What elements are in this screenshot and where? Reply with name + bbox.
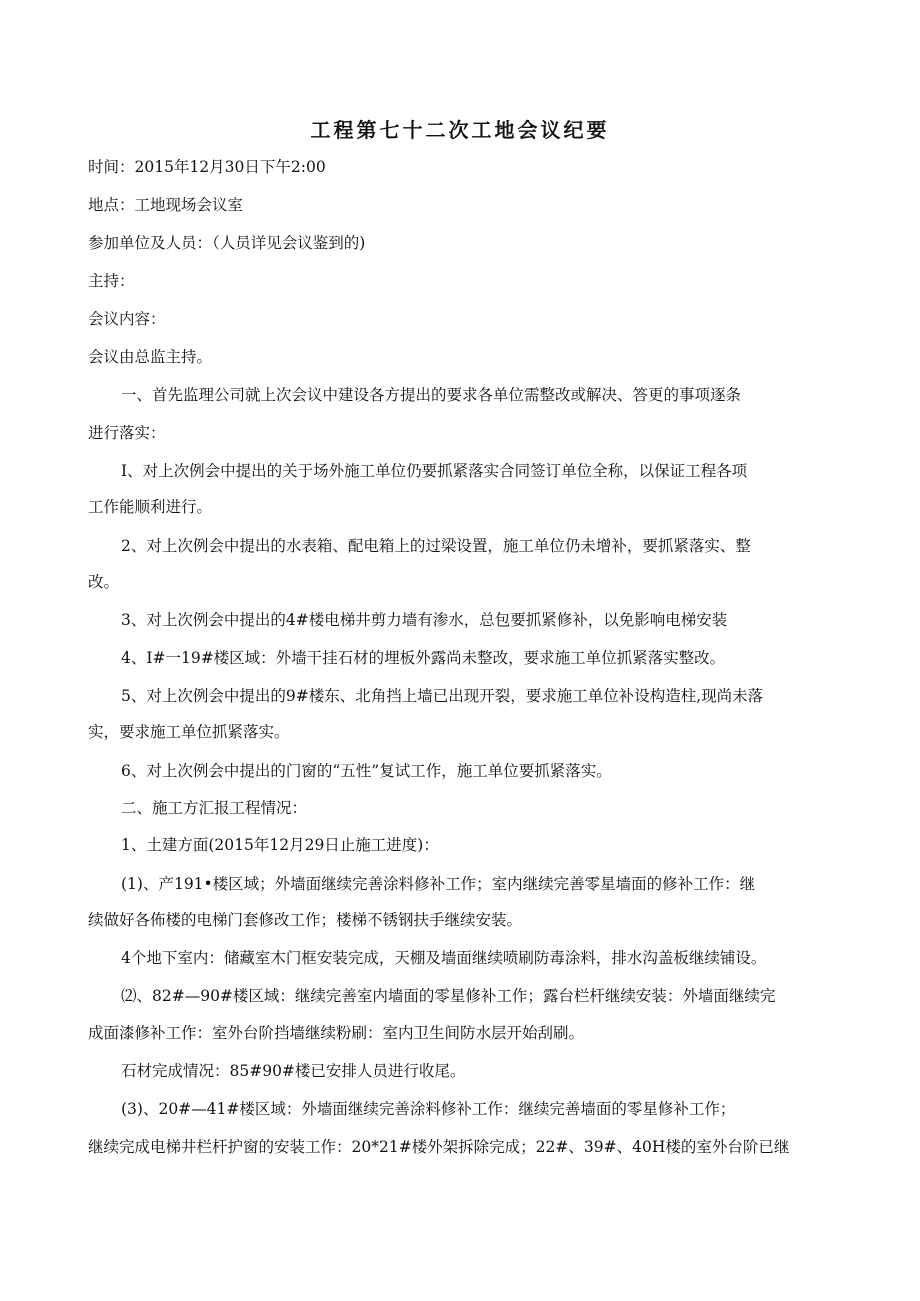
- list-item-line: (3)、20#—41#楼区域：外墙面继续完善涂料修补工作：继续完善墙面的零星修补工作；: [121, 1100, 736, 1118]
- meeting-time: 时间：2015年12月30日下午2:00: [88, 158, 326, 176]
- paragraph-line: 进行落实：: [88, 424, 166, 442]
- document-title: 工程第七十二次工地会议纪要: [310, 118, 610, 142]
- meeting-participants: 参加单位及人员：（人员详见会议鉴到的): [88, 234, 366, 252]
- list-item-line: 4、I#一19#楼区域：外墙干挂石材的埋板外露尚未整改，要求施工单位抓紧落实整改。: [121, 649, 726, 667]
- list-item-line: 1、土建方面(2015年12月29日止施工进度)：: [121, 836, 439, 854]
- meeting-location: 地点：工地现场会议室: [88, 196, 244, 214]
- section-heading-1: 一、首先监理公司就上次会议中建设各方提出的要求各单位需整改或解决、答更的事项逐条: [121, 386, 742, 404]
- paragraph-line: 实，要求施工单位抓紧落实。: [88, 723, 290, 741]
- list-item-line: 6、对上次例会中提出的门窗的“五性”复试工作，施工单位要抓紧落实。: [121, 762, 612, 780]
- paragraph-line: 改。: [88, 573, 120, 591]
- list-item-line: (1)、产191•楼区域；外墙面继续完善涂料修补工作；室内继续完善零星墙面的修补工作：继: [121, 875, 756, 893]
- list-item-line: ⑵、82#—90#楼区域：继续完善室内墙面的零星修补工作；露台栏杆继续安装：外墙面继续完: [121, 987, 776, 1005]
- list-item-line: 4个地下室内：储藏室木门框安装完成，天棚及墙面继续喷刷防毒涂料，排水沟盖板继续铺设。: [121, 949, 767, 967]
- list-item-line: 石材完成情况：85#90#楼已安排人员进行收尾。: [121, 1062, 466, 1080]
- paragraph-line: 续做好各佈楼的电梯门套修改工作；楼梯不锈钢扶手继续安装。: [88, 911, 523, 929]
- paragraph-line: 会议由总监主持。: [88, 348, 213, 366]
- list-item-line: I、对上次例会中提出的关于场外施工单位仍要抓紧落实合同签订单位全称，以保证工程各项: [121, 462, 748, 480]
- list-item-line: 5、对上次例会中提出的9#楼东、北角挡上墙已出现开裂，要求施工单位补设构造柱,现尚未落: [121, 687, 764, 705]
- paragraph-line: 成面漆修补工作：室外台阶挡墙继续粉刷：室内卫生间防水层开始刮刷。: [88, 1024, 585, 1042]
- paragraph-line: 继续完成电梯井栏杆护窗的安装工作：20*21#楼外架拆除完成；22#、39#、40H楼的室外台阶已继: [88, 1138, 790, 1156]
- list-item-line: 3、对上次例会中提出的4#楼电梯井剪力墙有渗水，总包要抓紧修补，以免影响电梯安装: [121, 611, 728, 629]
- list-item-line: 2、对上次例会中提出的水表箱、配电箱上的过梁设置，施工单位仍未增补，要抓紧落实、整: [121, 537, 751, 555]
- paragraph-line: 工作能顺利进行。: [88, 498, 213, 516]
- meeting-host: 主持：: [88, 272, 135, 290]
- meeting-content-label: 会议内容：: [88, 310, 166, 328]
- section-heading-2: 二、施工方汇报工程情况：: [121, 799, 308, 817]
